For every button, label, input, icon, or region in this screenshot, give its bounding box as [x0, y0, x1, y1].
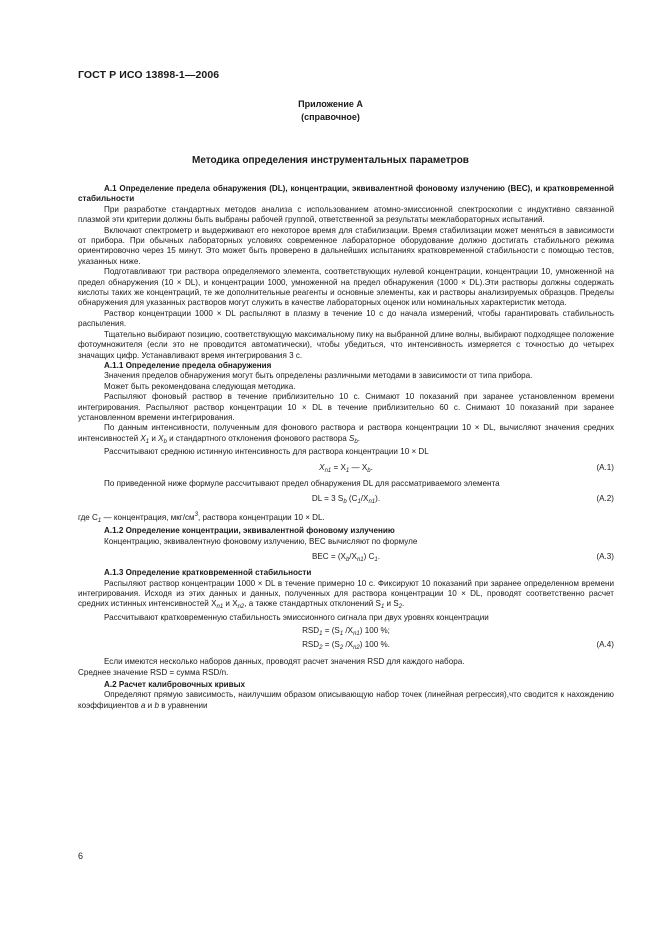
formula-a1: $X_{n1} = X_1$ — $X_b$. (А.1) — [319, 462, 614, 474]
paragraph: Значения пределов обнаружения могут быть определены различными методами в зависимости от типа прибора. — [104, 371, 533, 381]
paragraph: Среднее значение RSD = сумма RSD/n. — [78, 667, 229, 677]
paragraph: Если имеются несколько наборов данных, проводят расчет значения RSD для каждого набора. — [104, 657, 465, 667]
formula-number: (А.4) — [596, 640, 614, 650]
paragraph: При разработке стандартных методов анализа с использованием атомно-эмиссионной спектроскопии с индуктивно связанной плазмой эти критерии должны быть выбраны рабочей группой, ответственной за результаты межлабораторных испытаний. — [78, 204, 614, 225]
paragraph: Тщательно выбирают позицию, соответствующую максимальному пику на выбранной длине волны, выбирают подходящее положение фотоумножителя (если это не проводится автоматически), чтобы убедиться, что интенсивность измеряется с точностью до четырех значащих цифр. Устанавливают время интегрирования 3 с. — [78, 329, 614, 360]
section-a2-heading: А.2 Расчет калибровочных кривых — [104, 680, 246, 690]
paragraph: где $C_1$ — концентрация, мкг/$см^3$, раствора концентрации 10 × DL. — [78, 511, 325, 524]
section-a12-heading: А.1.2 Определение концентрации, эквивалентной фоновому излучению — [104, 526, 395, 536]
paragraph: Раствор концентрации 1000 × DL распыляют в плазму в течение 10 с до начала измерений, чтобы гарантировать стабильность распыления. — [78, 308, 614, 329]
paragraph: Подготавливают три раствора определяемого элемента, соответствующих нулевой концентрации, концентрации 10, умноженной на предел обнаружения (10 × DL), и концентрации 1000, умноженной на предел обнаружения (1000 × DL).Эти растворы должны содержать кислоты таких же концентраций, те же дополнительные реагенты и основные элементы, как и растворы анализируемых образцов. Пределы обнаружения для указанных растворов могут служить в качестве лабораторных оценок или номинальных характеристик метода. — [78, 267, 614, 308]
section-a13-heading: А.1.3 Определение кратковременной стабильности — [104, 568, 312, 578]
section-a11-heading: А.1.1 Определение предела обнаружения — [104, 360, 272, 370]
paragraph: Распыляют раствор концентрации 1000 × DL в течение примерно 10 с. Фиксируют 10 показаний при заранее определенном времени интегрирования. Исходя из этих данных и данных, полученных для раствора концентрации 10 × DL, проводят соответственно расчет средних истинных интенсивностей $X_{n1}$ и $X_{n2}$, а также стандартных отклонений $S_1$ и $S_2$. — [78, 578, 614, 611]
document-title: Методика определения инструментальных параметров — [192, 155, 469, 166]
paragraph: Рассчитывают кратковременную стабильность эмиссионного сигнала при двух уровнях концентрации — [104, 612, 489, 622]
document-header: ГОСТ Р ИСО 13898-1—2006 — [78, 69, 220, 81]
document-body — [78, 182, 614, 711]
paragraph: По приведенной ниже формуле рассчитывают предел обнаружения DL для рассматриваемого элемента — [104, 478, 500, 488]
paragraph: Может быть рекомендована следующая методика. — [104, 381, 296, 391]
paragraph: Концентрацию, эквивалентную фоновому излучению, ВЕС вычисляют по формуле — [104, 536, 418, 546]
formula-number: (А.2) — [596, 493, 614, 503]
paragraph: Рассчитывают среднюю истинную интенсивность для раствора концентрации 10 × DL — [104, 447, 429, 457]
formula-a2: DL = 3 $S_b$ $(C_1/X_{n1})$. (А.2) — [311, 493, 614, 505]
section-a1-heading: А.1 Определение предела обнаружения (DL), концентрации, эквивалентной фоновому излучению (ВЕС), и кратковременной стабильности — [78, 184, 614, 204]
paragraph: Распыляют фоновый раствор в течение приблизительно 10 с. Снимают 10 показаний при заранее установленном времени интегрирования. Распыляют раствор концентрации 10 × DL в течение приблизительно 60 с. Снимают 10 показаний при заранее установленном времени интегрирования. — [78, 392, 614, 422]
page-number: 6 — [78, 851, 84, 861]
paragraph: Определяют прямую зависимость, наилучшим образом описывающую набор точек (линейная регрессия),что сводится к нахождению коэффициентов a и b в уравнении — [78, 690, 614, 710]
paragraph: Включают спектрометр и выдерживают его некоторое время для стабилизации. Время стабилизации может меняться в зависимости от прибора. При обычных лабораторных условиях современное лабораторное оборудование должно достигать стабильного режима ориентировочно через 15 минут. Это может быть проверено в дальнейших испытаниях кратковременной стабильности с помощью тестов, указанных ниже. — [78, 225, 614, 266]
formula-number: (А.1) — [596, 462, 614, 472]
formula-a4: $RSD_1 = (S_1$ $/X_{n1}$) 100 %; $RSD_2 = (S_2$ $/X_{n2}$) 100 %. (А.4) — [302, 626, 614, 652]
appendix-subtitle: (справочное) — [301, 112, 360, 122]
formula-a3: ВЕС = $(X_b/X_{n1})$ $C_1$. (А.3) — [311, 552, 614, 564]
appendix-title: Приложение А — [298, 99, 363, 109]
paragraph: По данным интенсивности, полученным для фонового раствора и раствора концентрации 10 × DL, вычисляют значения средних интенсивностей $X_1$ и $X_b$ и стандартного отклонения фонового раствора $S_b$. — [78, 423, 614, 445]
formula-number: (А.3) — [596, 552, 614, 562]
